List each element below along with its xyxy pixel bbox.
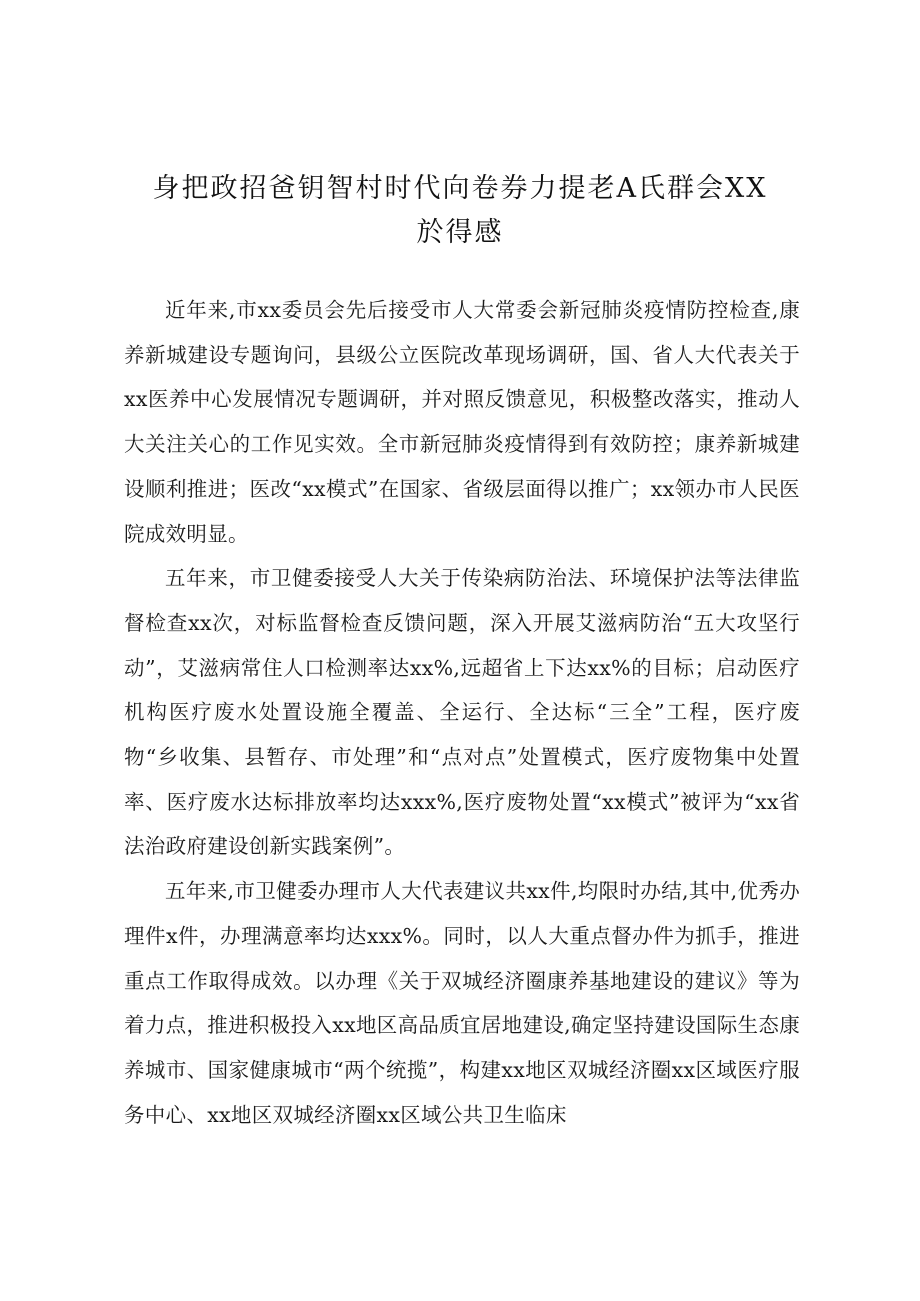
paragraph-1: 近年来,市xx委员会先后接受市人大常委会新冠肺炎疫情防控检查,康养新城建设专题询问，县级公立医院改革现场调研，国、省人大代表关于xx医养中心发展情况专题调研，并对照反馈意见，积极整改落实，推动人大关注关心的工作见实效。全市新冠肺炎疫情得到有效防控；康养新城建设顺利推进；医改“xx模式”在国家、省级层面得以推广；xx领办市人民医院成效明显。 <box>124 298 800 546</box>
document-title-line-2: 於得感 <box>416 217 504 248</box>
paragraph-3: 五年来,市卫健委办理市人大代表建议共xx件,均限时办结,其中,优秀办理件x件，办理满意率均达xxx%。同时，以人大重点督办件为抓手，推进重点工作取得成效。以办理《关于双城经济圈康养基地建设的建议》等为着力点，推进积极投入xx地区高品质宜居地建设,确定坚持建设国际生态康养城市、国家健康城市“两个统揽”，构建xx地区双城经济圈xx区域医疗服务中心、xx地区双城经济圈xx区域公共卫生临床 <box>124 879 800 1127</box>
document-body <box>124 288 800 1137</box>
paragraph-2: 五年来，市卫健委接受人大关于传染病防治法、环境保护法等法律监督检查xx次，对标监督检查反馈问题，深入开展艾滋病防治“五大攻坚行动”，艾滋病常住人口检测率达xx%,远超省上下达xx%的目标；启动医疗机构医疗废水处置设施全覆盖、全运行、全达标“三全”工程，医疗废物“乡收集、县暂存、市处理”和“点对点”处置模式，医疗废物集中处置率、医疗废水达标排放率均达xxx%,医疗废物处置“xx模式”被评为“xx省法治政府建设创新实践案例”。 <box>124 566 800 859</box>
document-title-line-1: 身把政招爸钥智村时代向卷券力提老A氏群会XX <box>152 173 768 204</box>
